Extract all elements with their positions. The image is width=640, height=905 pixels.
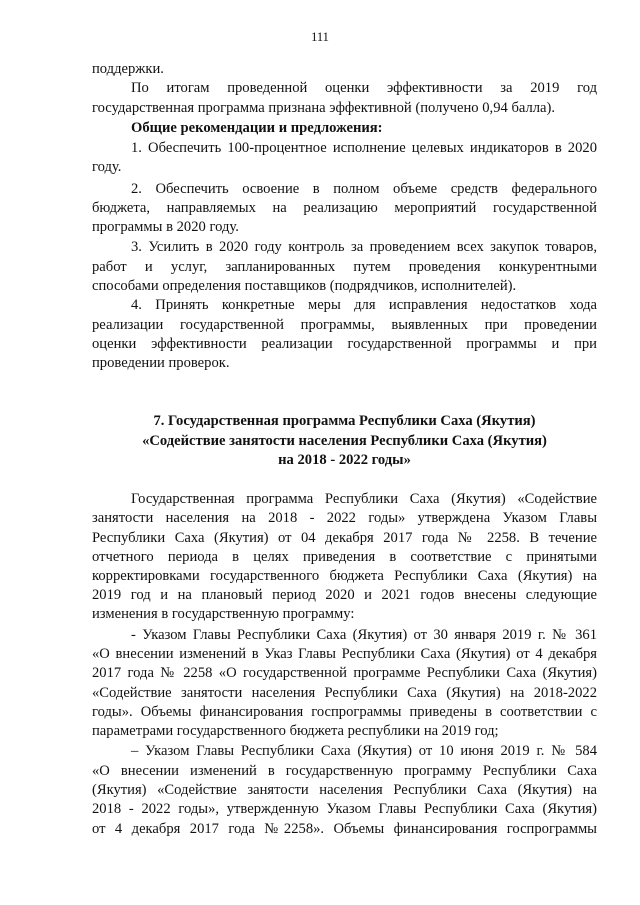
text-line-10: 3. Усилить в 2020 году контроль за проведением всех закупок товаров, — [131, 239, 597, 255]
text-line-24: корректировками государственного бюджета Республики Саха (Якутия) на — [92, 568, 597, 584]
text-line-5: 1. Обеспечить 100-процентное исполнение целевых индикаторов в 2020 — [131, 140, 597, 156]
text-line-28: «О внесении изменений в Указ Главы Республики Саха (Якутия) от 4 декабря — [92, 646, 597, 662]
text-line-25: 2019 год и на плановый период 2020 и 2021 годов внесены следующие — [92, 587, 597, 603]
text-line-20: Государственная программа Республики Саха (Якутия) «Содействие — [131, 491, 597, 507]
text-line-34: «О внесении изменений в государственную программу Республики Саха — [92, 763, 597, 779]
section-title-line-2: «Содействие занятости населения Республики Саха (Якутия) — [142, 433, 547, 449]
text-line-37: от 4 декабря 2017 года №2258». Объемы финансирования госпрограммы — [92, 821, 597, 837]
recommendations-heading: Общие рекомендации и предложения: — [131, 120, 383, 136]
text-line-11: работ и услуг, запланированных путем проведения конкурентными — [92, 259, 597, 275]
text-line-35: (Якутия) «Содействие занятости населения Республики Саха (Якутия) на — [92, 782, 597, 798]
text-line-33: – Указом Главы Республики Саха (Якутия) от 10 июня 2019 г. № 584 — [131, 743, 597, 759]
section-title-line-3: на 2018 - 2022 годы» — [278, 452, 411, 468]
text-line-29: 2017 года № 2258 «О государственной программе Республики Саха (Якутия) — [92, 665, 597, 681]
text-line-23: отчетного периода в целях приведения в соответствие с принятыми — [92, 549, 597, 565]
page-number: 111 — [311, 30, 329, 44]
text-line-1: поддержки. — [92, 61, 164, 77]
text-line-27: - Указом Главы Республики Саха (Якутия) от 30 января 2019 г. № 361 — [131, 627, 597, 643]
text-line-15: оценки эффективности реализации государственной программы и при — [92, 336, 597, 352]
text-line-30: «Содействие занятости населения Республики Саха (Якутия) на 2018-2022 — [92, 685, 597, 701]
text-line-7: 2. Обеспечить освоение в полном объеме средств федерального — [131, 181, 597, 197]
text-line-12: способами определения поставщиков (подрядчиков, исполнителей). — [92, 278, 517, 294]
text-line-32: параметрами государственного бюджета республики на 2019 год; — [92, 723, 499, 739]
text-line-13: 4. Принять конкретные меры для исправления недостатков хода — [131, 297, 597, 313]
text-line-26: изменения в государственную программу: — [92, 606, 355, 622]
text-line-6: году. — [92, 159, 122, 175]
text-line-14: реализации государственной программы, выявленных при проведении — [92, 317, 597, 333]
text-line-8: бюджета, направляемых на реализацию мероприятий государственной — [92, 200, 597, 216]
text-line-9: программы в 2020 году. — [92, 219, 239, 235]
text-line-2: По итогам проведенной оценки эффективности за 2019 год — [131, 80, 597, 96]
text-line-16: проведении проверок. — [92, 355, 230, 371]
text-line-21: занятости населения на 2018 - 2022 годы» утверждена Указом Главы — [92, 510, 597, 526]
section-title-line-1: 7. Государственная программа Республики Саха (Якутия) — [153, 413, 536, 429]
text-line-36: 2018 - 2022 годы», утвержденную Указом Главы Республики Саха (Якутия) — [92, 801, 597, 817]
text-line-31: годы». Объемы финансирования госпрограммы приведены в соответствии с — [92, 704, 597, 720]
text-line-22: Республики Саха (Якутия) от 04 декабря 2017 года № 2258. В течение — [92, 530, 597, 546]
text-line-3: государственная программа признана эффективной (получено 0,94 балла). — [92, 100, 556, 116]
